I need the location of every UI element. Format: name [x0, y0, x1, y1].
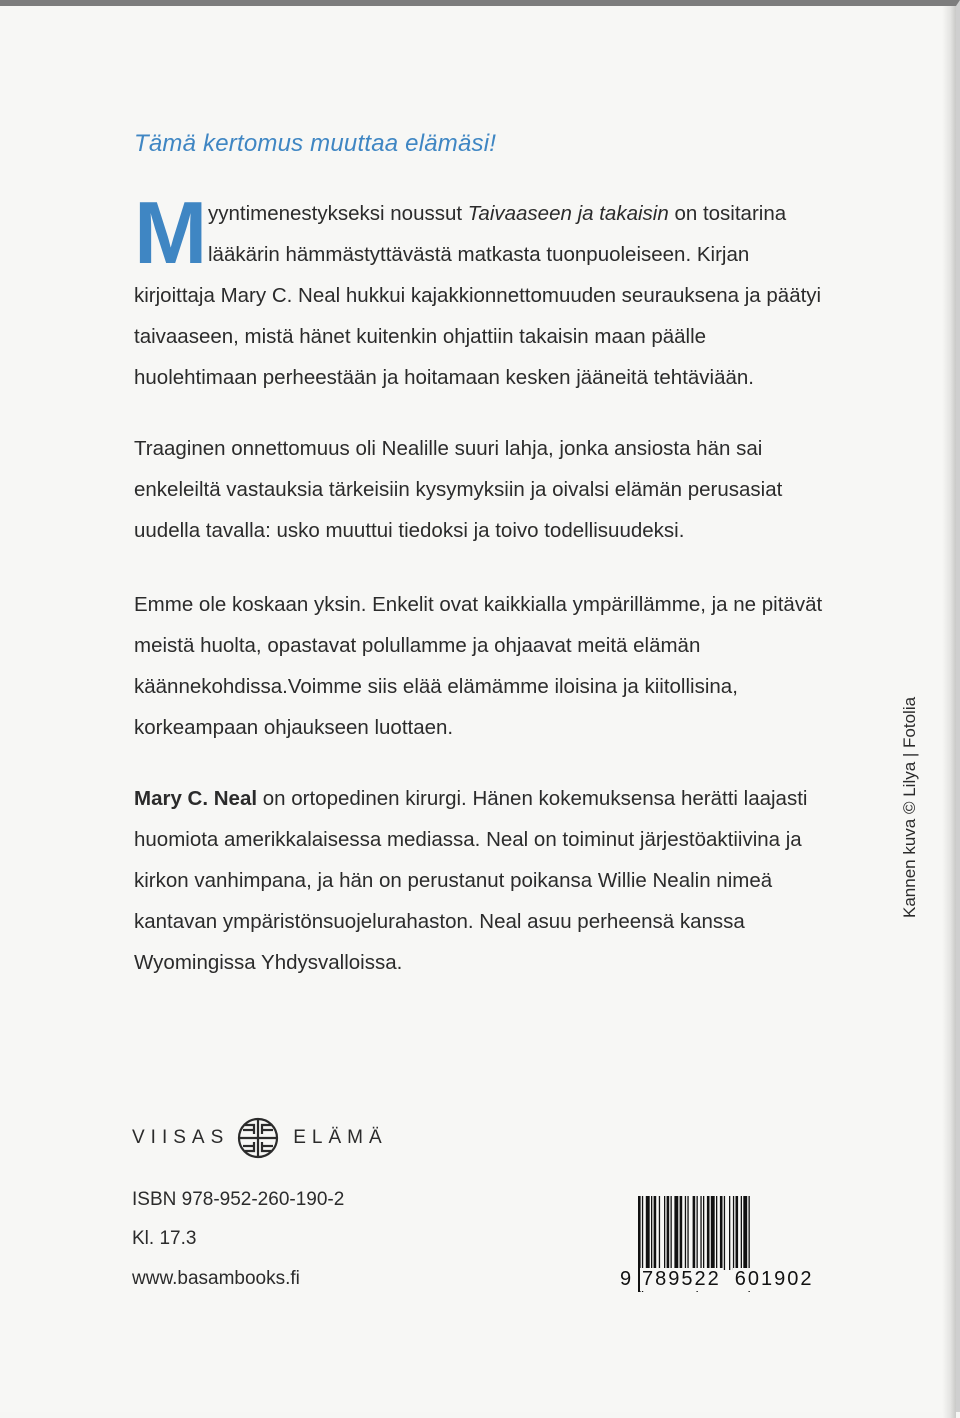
four-quadrant-emblem-icon	[237, 1117, 279, 1159]
barcode-bar	[646, 1196, 650, 1270]
cover-credit	[900, 678, 924, 918]
barcode-bar	[724, 1196, 725, 1270]
barcode-bar	[687, 1196, 688, 1270]
website: www.basambooks.fi	[132, 1268, 300, 1289]
tagline: Tämä kertomus muuttaa elämäsi!	[134, 130, 497, 157]
paragraph-angels: Emme ole koskaan yksin. Enkelit ovat kaikkialla ympärillämme, ja ne pitävät meistä huolta, opastavat polullamme ja ohjaavat meitä elämän käännekohdissa.Voimme siis elää elämämme iloisina ja kiitollisina, korkeampaan ohjaukseen luottaen.	[134, 593, 823, 739]
paragraph-author-bio	[134, 778, 824, 983]
barcode-bar	[741, 1196, 742, 1270]
drop-cap: M	[134, 183, 208, 282]
isbn: ISBN 978-952-260-190-2	[132, 1189, 345, 1210]
barcode-group-1: 789522	[642, 1268, 721, 1290]
classification: Kl. 17.3	[132, 1228, 197, 1249]
page-edge-shadow	[942, 6, 956, 1418]
barcode-bar	[685, 1196, 686, 1270]
barcode-bar	[707, 1196, 710, 1270]
barcode-bar	[729, 1196, 730, 1270]
barcode-bar	[703, 1196, 704, 1270]
barcode-bar	[720, 1196, 723, 1270]
barcode-lead-digit: 9	[620, 1268, 634, 1290]
barcode-bar	[659, 1196, 660, 1270]
barcode-bar	[654, 1196, 657, 1270]
cover-credit-text: Kannen kuva © Lilya | Fotolia	[900, 696, 919, 918]
barcode-bar	[693, 1196, 696, 1270]
barcode-bar	[711, 1196, 715, 1270]
paragraph-gift: Traaginen onnettomuus oli Nealille suuri lahja, jonka ansiosta hän sai enkeleiltä vastauksia tärkeisiin kysymyksiin ja oivalsi elämän perusasiat uudella tavalla: usko muuttui tiedoksi ja toivo todellisuudeksi.	[134, 437, 783, 542]
barcode-bar	[674, 1196, 678, 1270]
barcode-bar	[716, 1196, 717, 1270]
publisher-word-left: VIISAS	[132, 1127, 230, 1148]
intro-text-b: on tositarina lääkärin hämmästyttävästä matkasta tuonpuoleiseen. Kirjan kirjoittaja Mary C. Neal hukkui kajakkionnettomuuden seurauksena ja päätyi taivaaseen, mistä hänet kuitenkin ohjattiin takaisin maan päälle huolehtimaan perheestään ja hoitamaan kesken jääneitä tehtäviään.	[134, 202, 822, 389]
publisher-logo	[132, 1116, 388, 1160]
publisher-word-right: ELÄMÄ	[293, 1127, 388, 1148]
barcode-group-2: 601902	[734, 1268, 814, 1290]
author-bio-text: on ortopedinen kirurgi. Hänen kokemuksensa herätti laajasti huomiota amerikkalaisessa mediassa. Neal on toiminut järjestöaktiivina ja kirkon vanhimpana, ja hän on perustanut poikansa Willie Nealin nimeä kantavan ympäristönsuojelurahaston. Neal asuu perheensä kanssa Wyomingissa Yhdysvalloissa.	[134, 787, 808, 974]
barcode-bar	[651, 1196, 652, 1270]
author-name: Mary C. Neal	[134, 787, 258, 810]
book-title: Taivaaseen ja takaisin	[467, 202, 669, 225]
barcode-bar	[671, 1196, 672, 1270]
barcode-bar	[700, 1196, 701, 1270]
barcode-bar	[664, 1196, 665, 1270]
barcode-bar	[743, 1196, 747, 1270]
barcode-bar	[667, 1196, 670, 1270]
barcode-bar	[733, 1196, 734, 1270]
barcode-bar	[736, 1196, 739, 1270]
intro-text-a: yyntimenestykseksi noussut	[208, 202, 468, 225]
paragraph-intro	[134, 183, 824, 398]
barcode-bar	[680, 1196, 683, 1270]
barcode-number	[620, 1268, 818, 1291]
